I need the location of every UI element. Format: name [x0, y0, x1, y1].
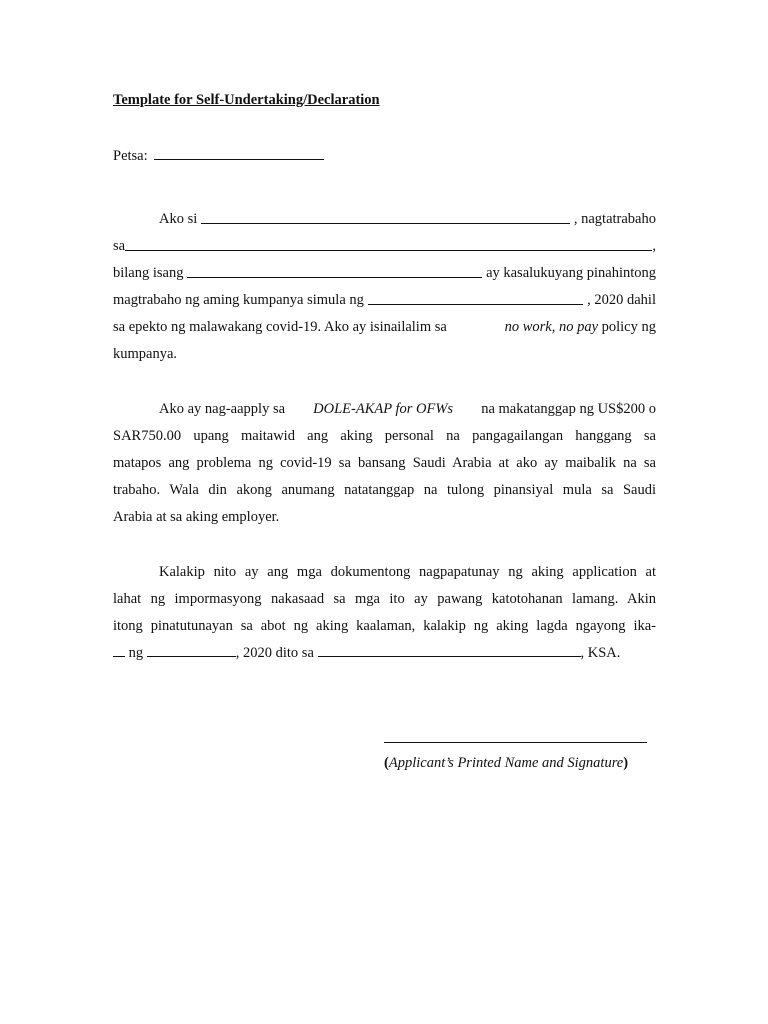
p2-line-4: trabaho. Wala din akong anumang natatanggap na tulong pinansiyal mula sa Saudi [113, 482, 656, 498]
emphasis-text: DOLE-AKAP for OFWs [313, 401, 454, 417]
p3-line-3: itong pinatutunayan sa abot ng aking kaalaman, kalakip ng aking lagda ngayong ika- [113, 618, 656, 634]
day-blank[interactable] [113, 655, 125, 657]
text: policy ng [601, 319, 656, 335]
paren-close: ) [623, 755, 629, 771]
paren-open: ( [384, 755, 389, 771]
p2-line-3: matapos ang problema ng covid-19 sa bansang Saudi Arabia at ako ay maibalik na sa [113, 455, 656, 471]
p3-line-4 [113, 645, 620, 662]
text: , 2020 dahil [587, 292, 656, 308]
signature-caption-text: Applicant’s Printed Name and Signature [388, 755, 624, 771]
date-blank[interactable] [154, 158, 324, 160]
text: bilang isang [113, 265, 184, 281]
document-title: Template for Self-Undertaking/Declaration [113, 92, 380, 108]
signature-line[interactable] [384, 742, 647, 743]
text: magtrabaho ng aming kumpanya simula ng [113, 292, 364, 308]
p2-line-5: Arabia at sa aking employer. [113, 509, 280, 525]
p3-line-2: lahat ng impormasyong nakasaad sa mga ito ay pawang katotohanan lamang. Akin [113, 591, 656, 607]
city-blank[interactable] [318, 655, 581, 657]
text: , nagtatrabaho [573, 211, 656, 227]
p1-line-1 [113, 211, 656, 228]
text: ng [128, 645, 144, 661]
p1-line-5 [113, 319, 656, 336]
text: , 2020 dito sa [235, 645, 314, 661]
name-blank[interactable] [201, 222, 570, 224]
text: sa epekto ng malawakang covid-19. Ako ay isinailalim sa [113, 319, 447, 335]
text: , [652, 238, 656, 254]
emphasis-text: no work, no pay [504, 319, 598, 335]
month-blank[interactable] [147, 655, 236, 657]
p2-line-1 [113, 401, 656, 418]
text: Ako si [159, 211, 198, 227]
p1-line-4 [113, 292, 656, 309]
start-date-blank[interactable] [368, 303, 583, 305]
text: sa [113, 238, 126, 254]
p1-line-2 [113, 238, 656, 255]
p2-line-2: SAR750.00 upang maitawid ang aking personal na pangagailangan hanggang sa [113, 428, 656, 444]
date-label: Petsa: [113, 148, 148, 164]
text: , KSA. [580, 645, 621, 661]
text: ay kasalukuyang pinahintong [486, 265, 656, 281]
signature-caption [384, 755, 628, 772]
text: Ako ay nag-aapply sa [159, 401, 286, 417]
p3-line-1: Kalakip nito ay ang mga dokumentong nagpapatunay ng aking application at [159, 564, 656, 580]
p1-line-6: kumpanya. [113, 346, 178, 362]
p1-line-3 [113, 265, 656, 282]
text: na makatanggap ng US$200 o [481, 401, 656, 417]
date-row [113, 148, 656, 165]
position-blank[interactable] [187, 276, 482, 278]
employer-blank[interactable] [125, 249, 652, 251]
